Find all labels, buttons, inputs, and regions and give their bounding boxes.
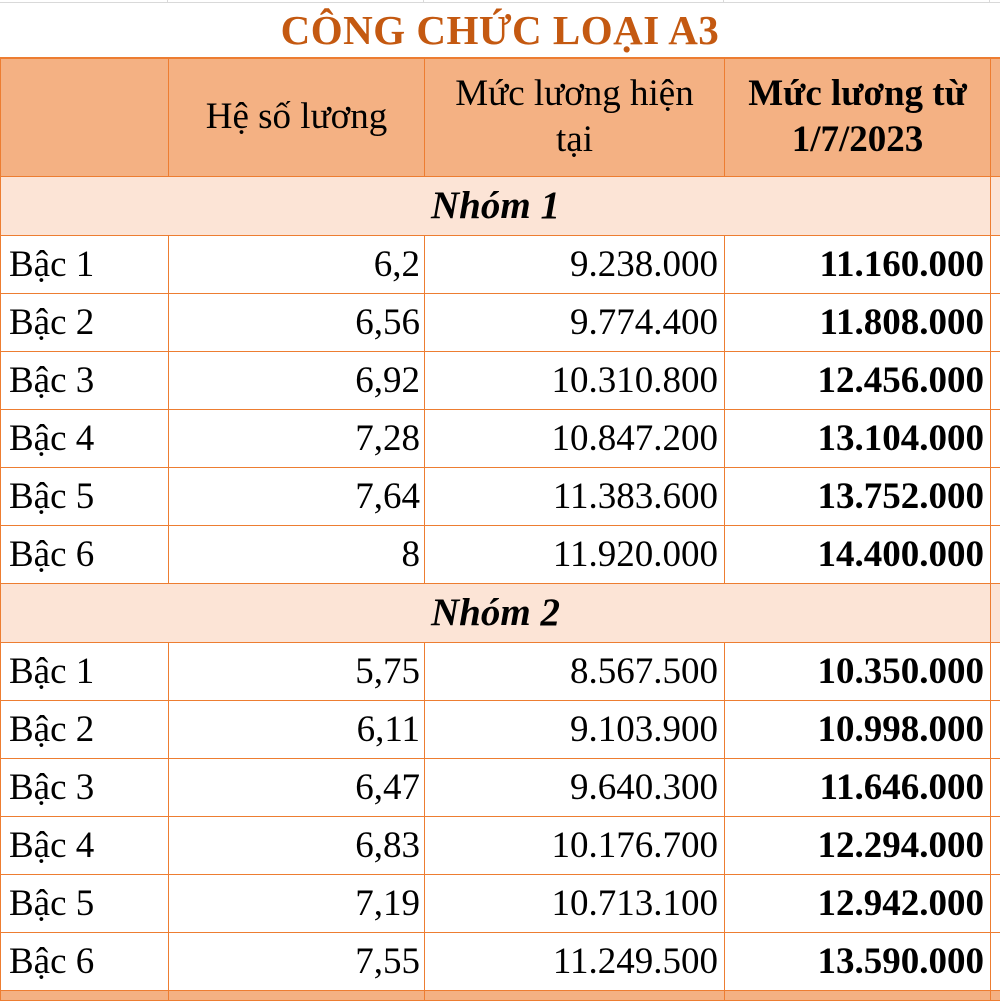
row-sliver <box>991 467 1000 525</box>
new-salary-cell: 12.942.000 <box>725 874 991 932</box>
current-salary-cell: 11.920.000 <box>425 525 725 583</box>
group-name: Nhóm 1 <box>1 176 991 235</box>
new-salary-cell: 13.590.000 <box>725 932 991 990</box>
current-salary-cell: 10.310.800 <box>425 351 725 409</box>
current-salary-cell: 8.567.500 <box>425 642 725 700</box>
group-header-row <box>1 583 1000 642</box>
header-cell-level <box>1 58 169 176</box>
new-salary-cell: 14.400.000 <box>725 525 991 583</box>
salary-row <box>1 642 1000 700</box>
strip-cell <box>1 990 169 1000</box>
level-cell: Bậc 6 <box>1 525 169 583</box>
coefficient-cell: 8 <box>169 525 425 583</box>
salary-row <box>1 758 1000 816</box>
row-sliver <box>991 409 1000 467</box>
header-cell-sliver <box>991 58 1000 176</box>
header-cell-current-salary: Mức lương hiện tại <box>425 58 725 176</box>
table-title: CÔNG CHỨC LOẠI A3 <box>0 3 1000 57</box>
row-sliver <box>991 235 1000 293</box>
current-salary-cell: 10.176.700 <box>425 816 725 874</box>
level-cell: Bậc 1 <box>1 235 169 293</box>
strip-cell <box>169 990 425 1000</box>
gridline-tick <box>989 0 990 3</box>
coefficient-cell: 7,55 <box>169 932 425 990</box>
group-header-row <box>1 176 1000 235</box>
gridline-tick <box>723 0 724 3</box>
level-cell: Bậc 4 <box>1 816 169 874</box>
coefficient-cell: 7,64 <box>169 467 425 525</box>
spreadsheet-gridline-strip <box>0 0 1000 3</box>
row-sliver <box>991 874 1000 932</box>
row-sliver <box>991 525 1000 583</box>
new-salary-cell: 13.752.000 <box>725 467 991 525</box>
coefficient-cell: 7,19 <box>169 874 425 932</box>
group-row-sliver <box>991 176 1000 235</box>
salary-row <box>1 700 1000 758</box>
salary-row <box>1 409 1000 467</box>
coefficient-cell: 6,83 <box>169 816 425 874</box>
next-table-header-strip <box>1 990 1000 1000</box>
current-salary-cell: 10.847.200 <box>425 409 725 467</box>
level-cell: Bậc 3 <box>1 351 169 409</box>
row-sliver <box>991 700 1000 758</box>
new-salary-cell: 11.646.000 <box>725 758 991 816</box>
current-salary-cell: 11.383.600 <box>425 467 725 525</box>
row-sliver <box>991 758 1000 816</box>
salary-row <box>1 525 1000 583</box>
salary-table-body <box>1 176 1000 990</box>
row-sliver <box>991 351 1000 409</box>
salary-row <box>1 235 1000 293</box>
new-salary-cell: 11.160.000 <box>725 235 991 293</box>
new-salary-cell: 12.456.000 <box>725 351 991 409</box>
current-salary-cell: 9.238.000 <box>425 235 725 293</box>
new-salary-cell: 13.104.000 <box>725 409 991 467</box>
coefficient-cell: 6,2 <box>169 235 425 293</box>
coefficient-cell: 6,47 <box>169 758 425 816</box>
level-cell: Bậc 3 <box>1 758 169 816</box>
salary-table <box>0 57 1000 1001</box>
group-row-sliver <box>991 583 1000 642</box>
gridline-tick <box>423 0 424 3</box>
salary-row <box>1 816 1000 874</box>
salary-row <box>1 351 1000 409</box>
coefficient-cell: 6,11 <box>169 700 425 758</box>
level-cell: Bậc 1 <box>1 642 169 700</box>
current-salary-cell: 11.249.500 <box>425 932 725 990</box>
strip-cell <box>725 990 991 1000</box>
new-salary-cell: 12.294.000 <box>725 816 991 874</box>
header-row <box>1 58 1000 176</box>
coefficient-cell: 5,75 <box>169 642 425 700</box>
level-cell: Bậc 5 <box>1 467 169 525</box>
salary-row <box>1 293 1000 351</box>
coefficient-cell: 7,28 <box>169 409 425 467</box>
current-salary-cell: 9.640.300 <box>425 758 725 816</box>
gridline-tick <box>167 0 168 3</box>
level-cell: Bậc 2 <box>1 700 169 758</box>
current-salary-cell: 9.103.900 <box>425 700 725 758</box>
salary-row <box>1 467 1000 525</box>
salary-row <box>1 932 1000 990</box>
salary-row <box>1 874 1000 932</box>
new-salary-cell: 11.808.000 <box>725 293 991 351</box>
header-cell-new-salary: Mức lương từ 1/7/2023 <box>725 58 991 176</box>
level-cell: Bậc 2 <box>1 293 169 351</box>
row-sliver <box>991 816 1000 874</box>
group-name: Nhóm 2 <box>1 583 991 642</box>
new-salary-cell: 10.998.000 <box>725 700 991 758</box>
strip-cell-sliver <box>991 990 1000 1000</box>
level-cell: Bậc 4 <box>1 409 169 467</box>
coefficient-cell: 6,56 <box>169 293 425 351</box>
level-cell: Bậc 6 <box>1 932 169 990</box>
row-sliver <box>991 293 1000 351</box>
current-salary-cell: 9.774.400 <box>425 293 725 351</box>
row-sliver <box>991 642 1000 700</box>
coefficient-cell: 6,92 <box>169 351 425 409</box>
header-cell-coefficient: Hệ số lương <box>169 58 425 176</box>
strip-cell <box>425 990 725 1000</box>
level-cell: Bậc 5 <box>1 874 169 932</box>
new-salary-cell: 10.350.000 <box>725 642 991 700</box>
row-sliver <box>991 932 1000 990</box>
current-salary-cell: 10.713.100 <box>425 874 725 932</box>
